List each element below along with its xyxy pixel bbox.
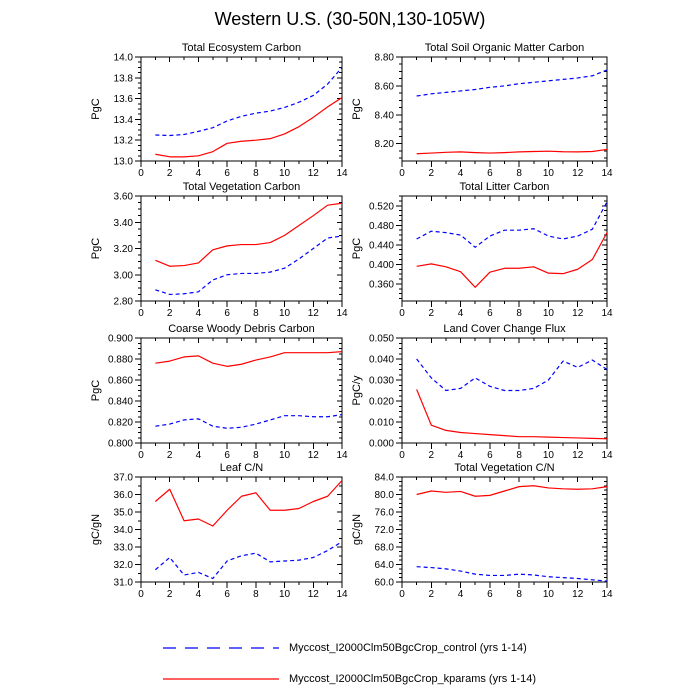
x-tick-label: 10 [542,589,554,600]
x-tick-label: 10 [542,168,554,179]
y-tick-label: 3.60 [113,191,133,203]
y-tick-label: 37.0 [113,472,133,484]
x-tick-label: 4 [457,308,464,319]
control-line [417,70,607,96]
kparams-line [155,98,342,157]
y-tick-label: 0.520 [368,201,394,213]
y-tick-label: 13.8 [113,73,133,85]
control-line [155,542,342,579]
x-tick-label: 6 [224,450,230,461]
chart-land-cover-change-flux [351,323,613,461]
legend-item-kparams [162,671,536,687]
y-tick-label: 0.480 [368,220,394,232]
y-tick-label: 0.020 [368,396,394,408]
kparams-line [155,203,342,266]
chart-total-vegetation-c-n [351,462,613,600]
x-tick-label: 2 [428,589,435,600]
kparams-line [417,389,607,438]
plot-frame [402,57,607,161]
control-line [417,359,607,391]
kparams-line [155,352,342,367]
x-tick-label: 10 [279,450,291,461]
y-tick-label: 34.0 [113,525,133,536]
control-line [417,202,607,247]
tick-labels [114,53,348,180]
control-line [417,567,607,581]
x-tick-label: 0 [138,308,144,319]
chart-title: Total Vegetation C/N [454,462,555,474]
legend [162,640,536,700]
y-tick-label: 2.80 [113,296,133,308]
x-tick-label: 12 [572,589,584,600]
x-tick-label: 2 [428,450,435,461]
x-tick-label: 2 [166,450,173,461]
x-tick-label: 6 [487,168,493,179]
kparams-line [155,481,342,527]
x-tick-label: 14 [336,308,348,319]
axes [396,196,607,307]
y-tick-label: 76.0 [374,507,394,519]
y-tick-label: 3.20 [113,244,133,255]
x-tick-label: 12 [572,308,584,319]
x-tick-label: 12 [572,168,584,179]
x-tick-label: 2 [428,308,435,319]
y-tick-label: 0.030 [368,375,394,387]
axes [396,57,607,167]
x-tick-label: 4 [195,450,202,461]
x-tick-label: 8 [516,308,522,319]
plot-frame [402,477,607,582]
x-tick-label: 10 [279,308,291,319]
x-tick-label: 4 [195,589,202,600]
y-tick-label: 0.840 [107,396,133,408]
y-tick-label: 0.010 [368,417,394,429]
x-tick-label: 0 [138,168,144,179]
x-tick-label: 6 [487,308,493,319]
x-tick-label: 6 [224,589,230,600]
kparams-line [417,486,607,497]
y-tick-label: 80.0 [374,490,394,501]
x-tick-label: 2 [166,589,173,600]
y-axis-label: PgC/y [351,375,363,406]
tick-labels [375,53,613,180]
legend-label-control: Myccost_I2000Clm50BgcCrop_control (yrs 1-14) [289,642,527,654]
x-tick-label: 0 [399,168,405,179]
x-tick-label: 4 [457,168,464,179]
kparams-line [417,149,607,153]
x-tick-label: 4 [195,308,202,319]
axes [135,196,342,307]
x-tick-label: 6 [224,308,230,319]
y-tick-label: 0.860 [107,375,133,387]
legend-item-control [162,640,536,656]
y-tick-label: 8.60 [374,81,394,93]
x-tick-label: 10 [279,168,291,179]
y-tick-label: 72.0 [374,525,394,536]
y-tick-label: 0.440 [368,240,394,252]
chart-title: Total Ecosystem Carbon [181,42,302,54]
y-tick-label: 35.0 [113,507,133,519]
y-tick-label: 0.800 [107,438,133,450]
chart-title: Coarse Woody Debris Carbon [168,323,315,335]
y-tick-label: 8.80 [374,52,394,64]
y-axis-label: PgC [90,237,102,260]
y-tick-label: 13.4 [113,114,133,126]
x-tick-label: 8 [516,450,522,461]
x-tick-label: 2 [166,168,173,179]
chart-title: Land Cover Change Flux [443,323,566,335]
x-tick-label: 14 [336,168,348,179]
x-tick-label: 12 [307,308,319,319]
y-tick-label: 0.000 [368,438,394,450]
chart-title: Total Litter Carbon [459,181,550,193]
y-axis-label: gC/gN [90,513,102,546]
plot-frame [141,196,342,301]
y-tick-label: 3.00 [113,270,133,282]
y-tick-label: 13.2 [113,135,133,147]
x-tick-label: 6 [224,168,230,179]
x-tick-label: 8 [253,450,259,461]
x-tick-label: 0 [138,589,144,600]
y-tick-label: 14.0 [113,52,133,64]
y-tick-label: 33.0 [113,542,133,554]
y-tick-label: 0.050 [368,333,394,345]
dashed-line-sample [162,645,280,651]
y-tick-label: 31.0 [113,577,133,589]
x-tick-label: 8 [516,589,522,600]
x-tick-label: 12 [307,589,319,600]
y-tick-label: 64.0 [374,560,394,571]
y-tick-label: 3.40 [113,217,133,229]
tick-labels [369,334,613,462]
y-tick-label: 13.6 [113,94,133,106]
y-axis-label: PgC [351,237,363,260]
x-tick-label: 14 [601,589,613,600]
x-tick-label: 14 [601,168,613,179]
x-tick-label: 14 [601,450,613,461]
x-tick-label: 8 [253,308,259,319]
axes [396,338,607,449]
y-tick-label: 0.880 [107,354,133,366]
y-tick-label: 60.0 [374,577,394,589]
axes [135,57,342,167]
x-tick-label: 10 [542,308,554,319]
x-tick-label: 0 [399,308,405,319]
y-tick-label: 8.20 [374,139,394,151]
plot-frame [141,338,342,443]
y-axis-label: PgC [351,98,363,120]
x-tick-label: 2 [428,168,435,179]
page-title: Western U.S. (30-50N,130-105W) [214,9,486,29]
chart-coarse-woody-debris-carbon [90,323,348,461]
plot-frame [141,57,342,161]
plot-frame [402,196,607,301]
y-axis-label: PgC [90,98,102,120]
axes [396,477,607,588]
x-tick-label: 10 [279,589,291,600]
x-tick-label: 10 [542,450,554,461]
x-tick-label: 12 [307,450,319,461]
x-tick-label: 4 [457,450,464,461]
solid-line-sample [162,676,280,682]
x-tick-label: 12 [572,450,584,461]
x-tick-label: 8 [253,589,259,600]
y-tick-label: 0.820 [107,417,133,429]
x-tick-label: 14 [336,450,348,461]
chart-total-vegetation-carbon [90,181,348,319]
y-axis-label: PgC [90,379,102,402]
chart-total-soil-organic-matter-carbon [351,42,613,179]
axes [135,477,342,588]
x-tick-label: 14 [601,308,613,319]
y-axis-label: gC/gN [351,513,363,546]
x-tick-label: 2 [166,308,173,319]
x-tick-label: 4 [457,589,464,600]
legend-label-kparams: Myccost_I2000Clm50BgcCrop_kparams (yrs 1-14) [289,673,536,685]
y-tick-label: 0.040 [368,354,394,366]
x-tick-label: 6 [487,589,493,600]
tick-labels [114,473,348,601]
y-tick-label: 13.0 [113,156,133,168]
axes [135,338,342,449]
chart-title: Leaf C/N [219,462,264,474]
chart-title: Total Vegetation Carbon [182,181,301,193]
chart-leaf-c-n [90,462,348,600]
chart-title: Total Soil Organic Matter Carbon [424,42,585,54]
y-tick-label: 36.0 [113,490,133,501]
y-tick-label: 0.900 [107,333,133,345]
tick-labels [114,192,348,320]
kparams-line [417,233,607,288]
x-tick-label: 0 [138,450,144,461]
y-tick-label: 8.40 [374,110,394,122]
x-tick-label: 6 [487,450,493,461]
x-tick-label: 0 [399,589,405,600]
x-tick-label: 0 [399,450,405,461]
chart-total-litter-carbon [351,181,613,319]
x-tick-label: 12 [307,168,319,179]
chart-total-ecosystem-carbon [90,42,348,179]
control-line [155,67,342,135]
x-tick-label: 14 [336,589,348,600]
y-tick-label: 0.400 [368,259,394,271]
tick-labels [375,473,613,601]
y-tick-label: 0.360 [368,279,394,291]
y-tick-label: 32.0 [113,560,133,571]
x-tick-label: 4 [195,168,202,179]
y-tick-label: 84.0 [374,472,394,484]
y-tick-label: 68.0 [374,542,394,554]
x-tick-label: 8 [516,168,522,179]
control-line [155,415,342,429]
x-tick-label: 8 [253,168,259,179]
